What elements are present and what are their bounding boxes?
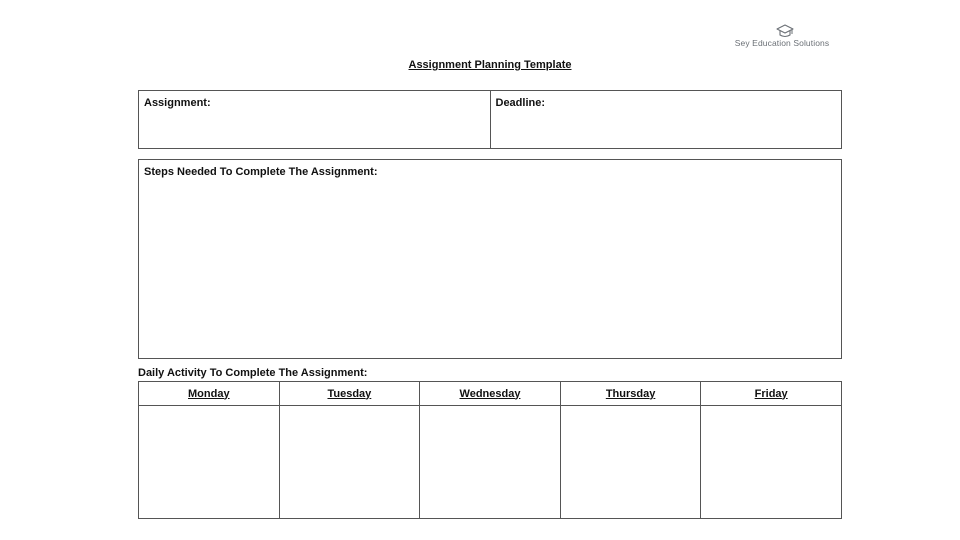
steps-field[interactable] [138, 159, 842, 359]
day-cell-wednesday[interactable] [420, 406, 560, 518]
day-column-tuesday [279, 382, 420, 518]
day-header-tuesday: Tuesday [280, 382, 420, 406]
day-cell-friday[interactable] [701, 406, 841, 518]
day-header-monday: Monday [139, 382, 279, 406]
day-column-friday [700, 382, 841, 518]
day-cell-tuesday[interactable] [280, 406, 420, 518]
day-column-thursday [560, 382, 701, 518]
assignment-field[interactable] [139, 91, 490, 148]
daily-activity-label: Daily Activity To Complete The Assignment: [138, 367, 368, 379]
day-cell-thursday[interactable] [561, 406, 701, 518]
day-column-wednesday [419, 382, 560, 518]
day-column-monday [139, 382, 279, 518]
assignment-deadline-row [138, 90, 842, 149]
brand-name: Sey Education Solutions [734, 38, 830, 48]
day-header-wednesday: Wednesday [420, 382, 560, 406]
assignment-label: Assignment: [144, 97, 211, 109]
day-header-thursday: Thursday [561, 382, 701, 406]
daily-activity-table [138, 381, 842, 519]
steps-label: Steps Needed To Complete The Assignment: [144, 166, 378, 178]
brand-logo [722, 24, 842, 50]
deadline-field[interactable] [490, 91, 842, 148]
deadline-label: Deadline: [495, 97, 546, 109]
day-cell-monday[interactable] [139, 406, 279, 518]
day-header-friday: Friday [701, 382, 841, 406]
document-title: Assignment Planning Template [408, 59, 572, 71]
